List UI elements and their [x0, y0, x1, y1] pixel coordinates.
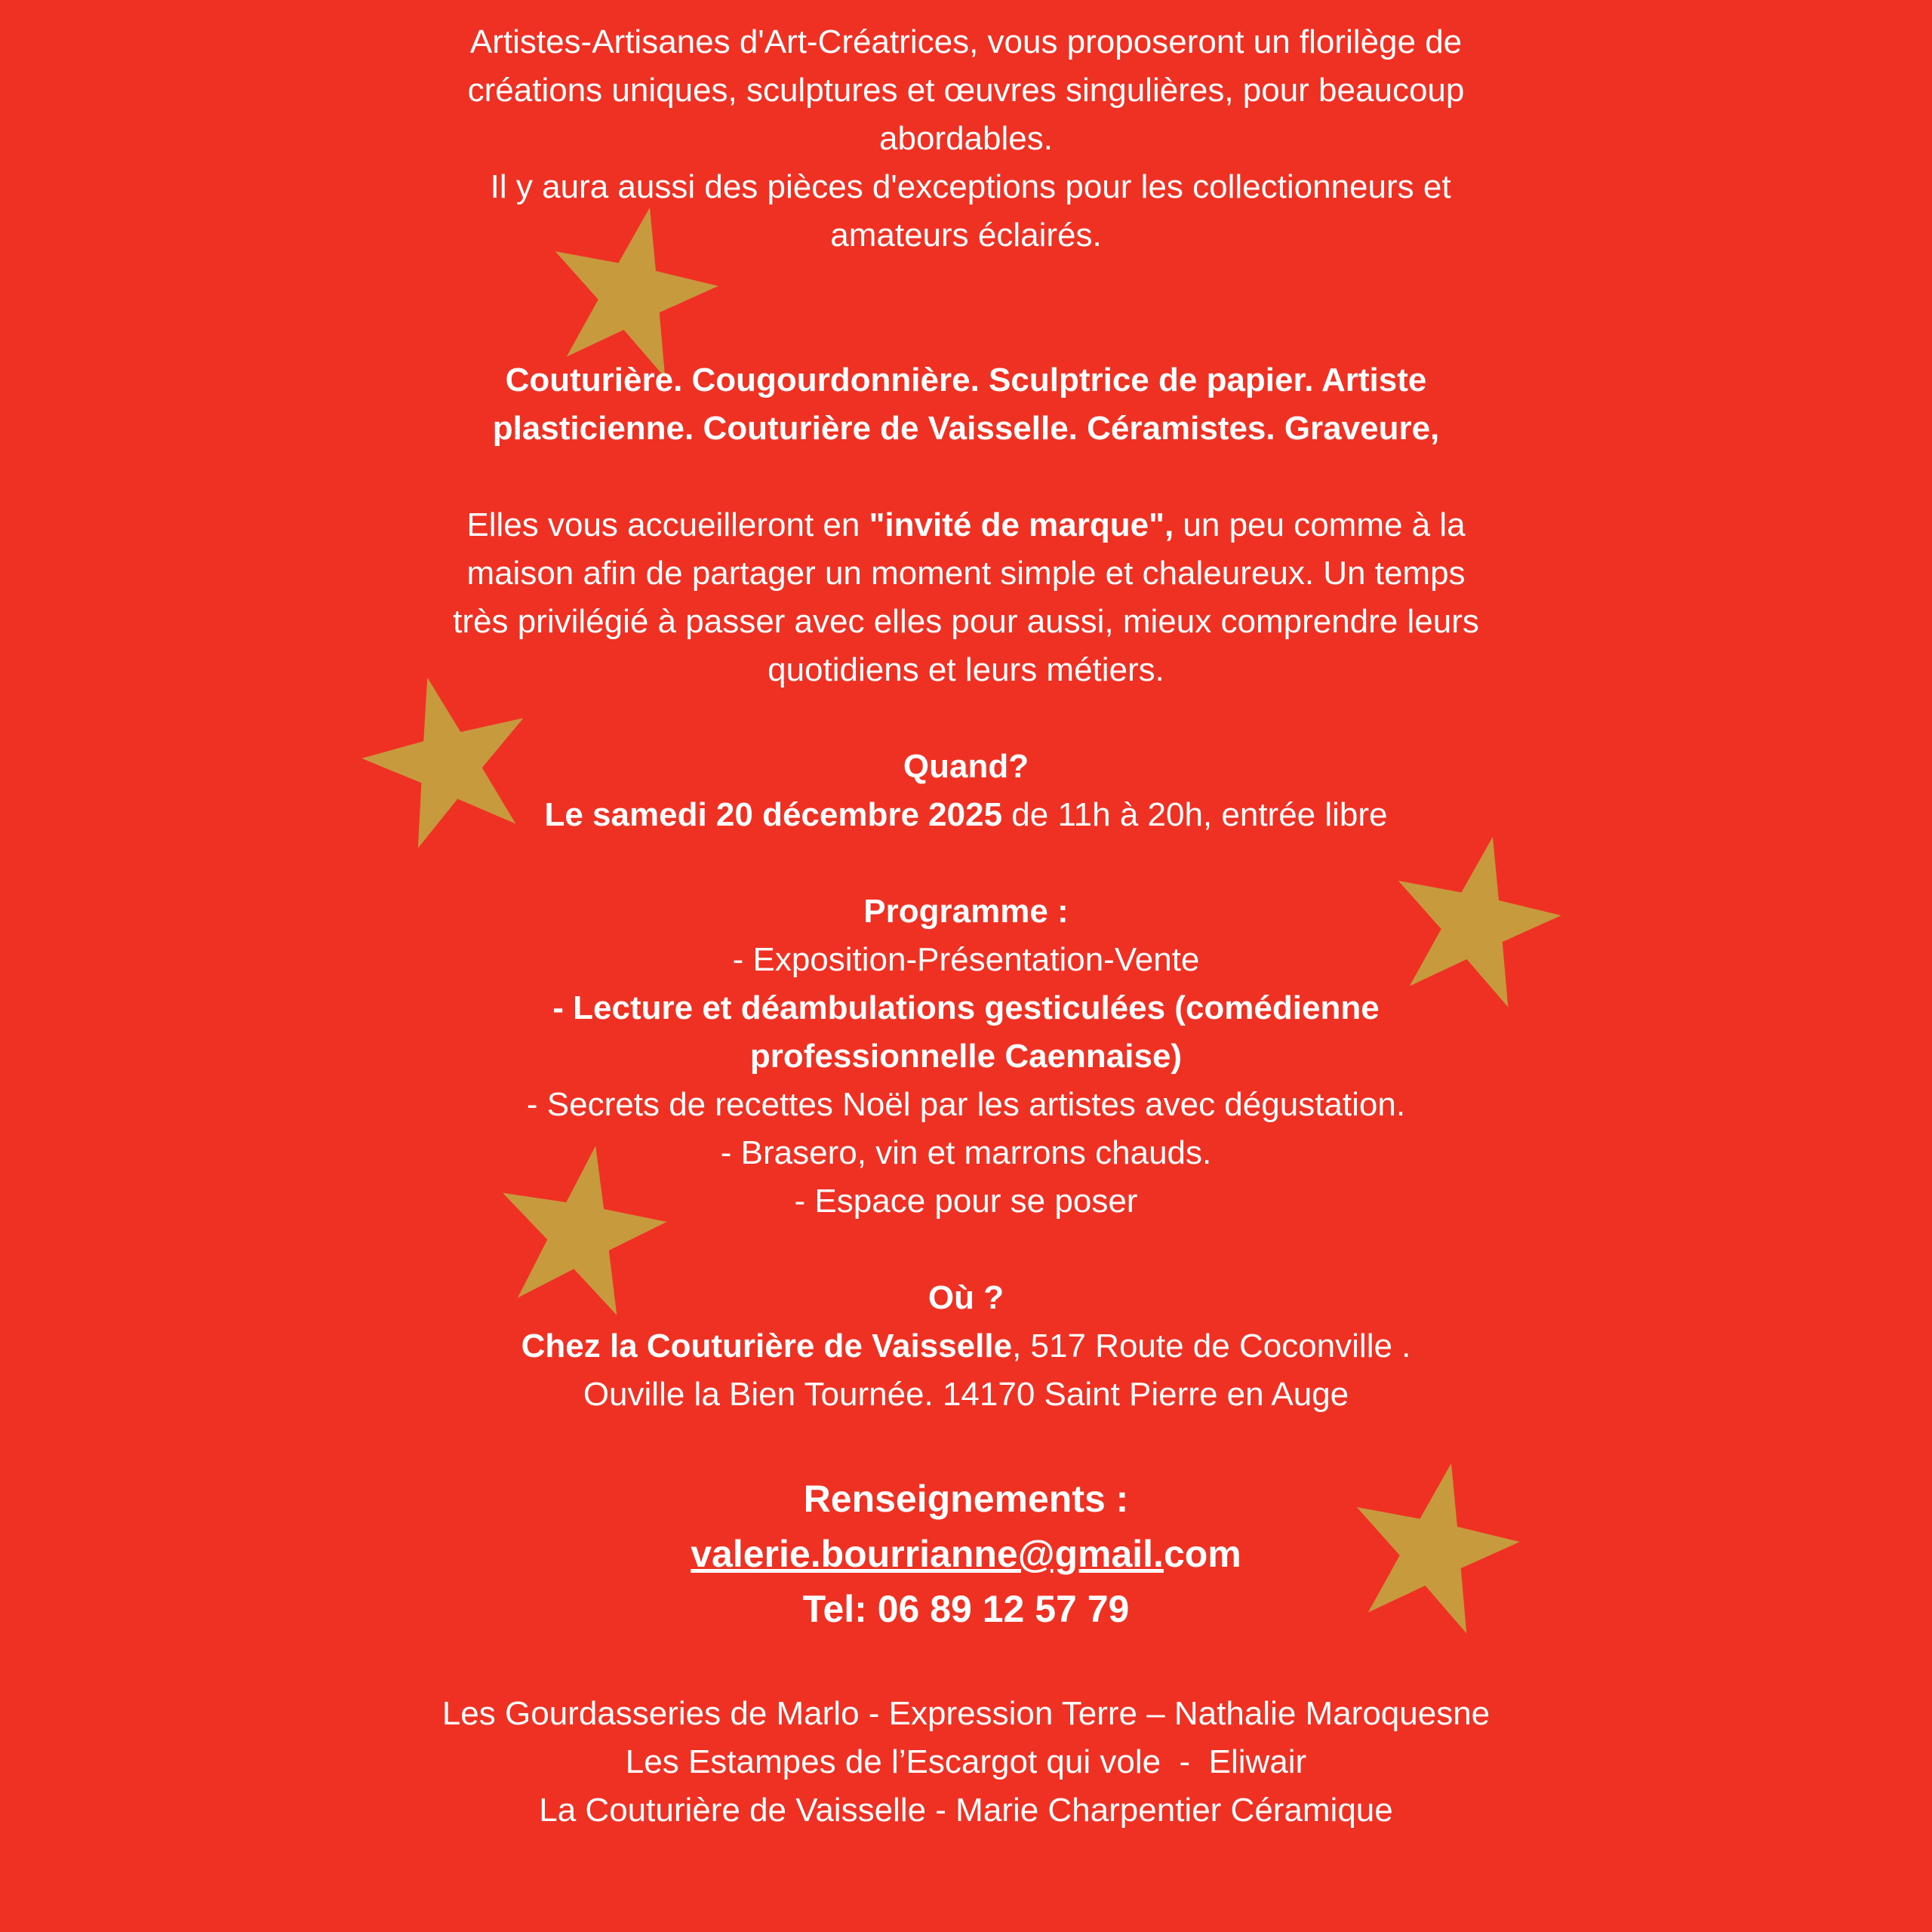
- where-heading: Où ?: [928, 1279, 1004, 1316]
- participants-line: La Couturière de Vaisselle - Marie Charpentier Céramique: [539, 1792, 1393, 1829]
- flyer-text: [325, 18, 1607, 1835]
- welcome-text: Elles vous accueilleront en: [466, 506, 869, 543]
- when-block: [325, 743, 1607, 839]
- where-town: Ouville la Bien Tournée. 14170 Saint Pierre en Auge: [583, 1376, 1349, 1413]
- intro-block: [325, 18, 1607, 260]
- program-item: - Lecture et déambulations gesticulées (comédienne: [552, 989, 1380, 1026]
- participants-block: [325, 1690, 1607, 1835]
- welcome-text: un peu comme à la: [1174, 506, 1466, 543]
- intro-line: abordables.: [879, 120, 1053, 157]
- welcome-line: très privilégié à passer avec elles pour aussi, mieux comprendre leurs: [453, 603, 1479, 640]
- trades-block: [325, 356, 1607, 453]
- trades-line: plasticienne. Couturière de Vaisselle. Céramistes. Graveure,: [492, 410, 1440, 447]
- where-block: [325, 1274, 1607, 1419]
- when-date: [325, 791, 1607, 839]
- where-address: [325, 1322, 1607, 1371]
- venue-street: , 517 Route de Coconville .: [1012, 1327, 1411, 1364]
- program-item: professionnelle Caennaise): [749, 1038, 1183, 1075]
- info-heading: Renseignements :: [803, 1478, 1129, 1520]
- email-domain: com: [1163, 1533, 1241, 1575]
- welcome-line: quotidiens et leurs métiers.: [768, 651, 1164, 688]
- program-item: - Espace pour se poser: [794, 1183, 1138, 1220]
- participants-line: Les Gourdasseries de Marlo - Expression Terre – Nathalie Maroquesne: [441, 1695, 1491, 1732]
- program-item: - Brasero, vin et marrons chauds.: [720, 1134, 1212, 1171]
- program-heading: Programme :: [863, 893, 1069, 930]
- welcome-line: maison afin de partager un moment simple et chaleureux. Un temps: [466, 555, 1466, 592]
- welcome-emphasis: "invité de marque",: [869, 506, 1174, 543]
- email-link[interactable]: valerie.bourrianne@gmail.: [691, 1533, 1164, 1575]
- intro-line: amateurs éclairés.: [830, 217, 1102, 254]
- contact-email[interactable]: [325, 1527, 1607, 1582]
- contact-phone: Tel: 06 89 12 57 79: [802, 1588, 1130, 1630]
- when-heading: Quand?: [903, 748, 1029, 785]
- intro-line: Artistes-Artisanes d'Art-Créatrices, vous proposeront un florilège de: [469, 23, 1463, 60]
- welcome-line: [325, 501, 1607, 549]
- welcome-block: [325, 501, 1607, 694]
- program-item: - Exposition-Présentation-Vente: [732, 941, 1200, 978]
- event-date: Le samedi 20 décembre 2025: [544, 796, 1003, 833]
- program-item: - Secrets de recettes Noël par les artistes avec dégustation.: [526, 1086, 1406, 1123]
- info-block: [325, 1472, 1607, 1637]
- trades-line: Couturière. Cougourdonnière. Sculptrice de papier. Artiste: [505, 361, 1427, 398]
- intro-line: Il y aura aussi des pièces d'exceptions pour les collectionneurs et: [481, 168, 1451, 205]
- event-hours: de 11h à 20h, entrée libre: [1002, 796, 1388, 833]
- intro-line: créations uniques, sculptures et œuvres singulières, pour beaucoup: [467, 72, 1465, 109]
- venue-name: Chez la Couturière de Vaisselle: [521, 1327, 1013, 1364]
- program-block: [325, 888, 1607, 1226]
- participants-line: Les Estampes de l’Escargot qui vole - Eliwair: [625, 1743, 1307, 1780]
